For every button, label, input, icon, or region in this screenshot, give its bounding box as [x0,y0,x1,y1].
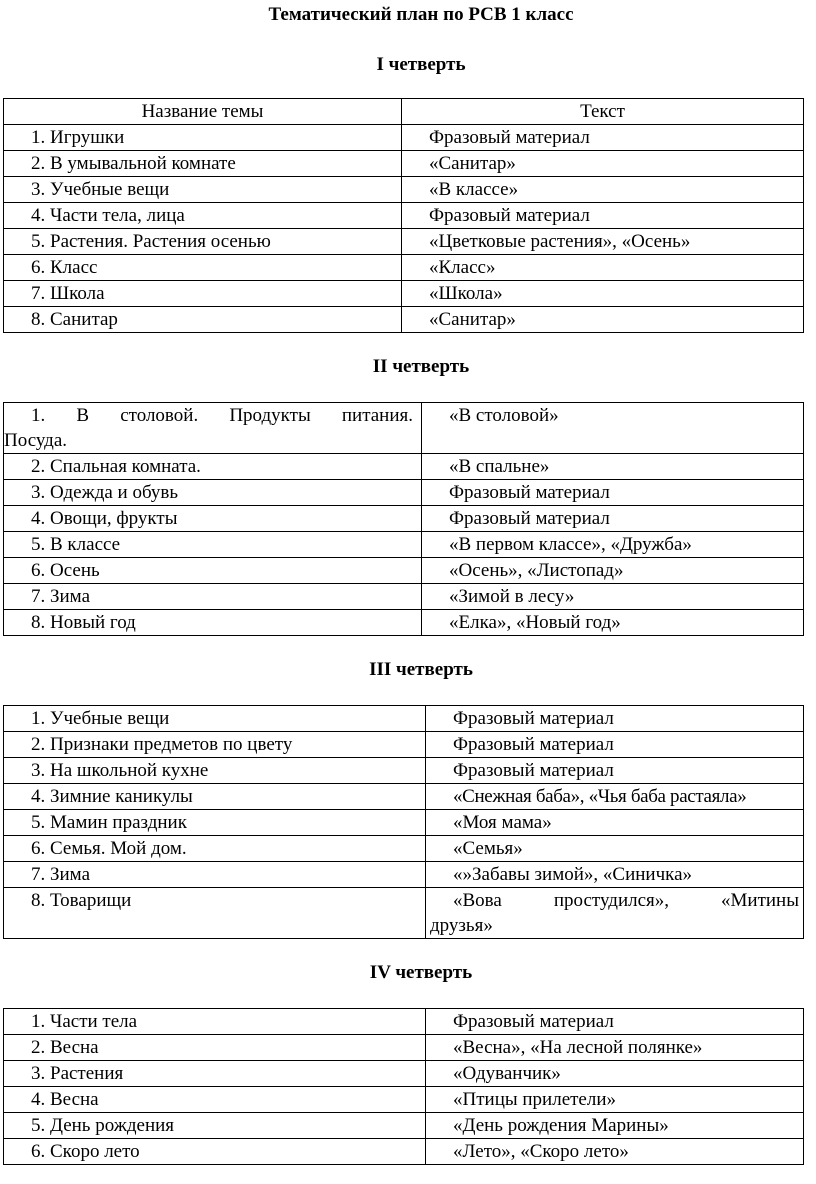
text-cell: «Лето», «Скоро лето» [426,1139,804,1165]
topic-cell: 3. На школьной кухне [4,758,426,784]
text-cell: «Весна», «На лесной полянке» [426,1035,804,1061]
table-row [4,610,804,636]
table-row [4,1087,804,1113]
text-cell: «Птицы прилетели» [426,1087,804,1113]
topic-cell: 4. Зимние каникулы [4,784,426,810]
text-cell: Фразовый материал [422,480,804,506]
table-row [4,403,804,454]
quarter-4-heading: IV четверть [369,962,473,983]
table-row [4,584,804,610]
table-row [4,203,804,229]
topic-cell: 2. Признаки предметов по цвету [4,732,426,758]
topic-cell: 5. Мамин праздник [4,810,426,836]
topic-cell: 8. Товарищи [4,888,426,939]
text-cell: «Санитар» [402,151,804,177]
table-row [4,784,804,810]
topic-cell: 6. Осень [4,558,422,584]
topic-cell: 5. День рождения [4,1113,426,1139]
table-row [4,1009,804,1035]
text-cell: Фразовый материал [426,706,804,732]
table-row [4,454,804,480]
text-cell: «Елка», «Новый год» [422,610,804,636]
text-cell: Фразовый материал [422,506,804,532]
topic-cell: 1. Части тела [4,1009,426,1035]
text-cell: «Осень», «Листопад» [422,558,804,584]
text-cell: «»Забавы зимой», «Синичка» [426,862,804,888]
table-row [4,532,804,558]
text-cell: «В классе» [402,177,804,203]
table-row [4,862,804,888]
text-cell: «В столовой» [422,403,804,454]
topic-cell [4,403,422,454]
topic-cell: 5. Растения. Растения осенью [4,229,402,255]
topic-cell: 3. Одежда и обувь [4,480,422,506]
topic-cell: 8. Санитар [4,307,402,333]
topic-cell: 2. Спальная комната. [4,454,422,480]
topic-cell: 6. Класс [4,255,402,281]
topic-cell: 2. Весна [4,1035,426,1061]
document-title: Тематический план по РСВ 1 класс [268,4,574,25]
quarter-1-heading: I четверть [376,54,466,75]
text-cell: Фразовый материал [426,1009,804,1035]
text-cell: «Семья» [426,836,804,862]
text-cell: Фразовый материал [402,125,804,151]
table-row [4,758,804,784]
topic-cell: 3. Растения [4,1061,426,1087]
text-cell: «Снежная баба», «Чья баба растаяла» [426,784,804,810]
topic-cell: 2. В умывальной комнате [4,151,402,177]
text-cell: «В первом классе», «Дружба» [422,532,804,558]
table-row [4,281,804,307]
text-cell: Фразовый материал [426,732,804,758]
table-row [4,888,804,939]
quarter-1-table [3,98,804,333]
table-row [4,229,804,255]
text-cell: «Школа» [402,281,804,307]
quarter-2-table [3,402,804,636]
text-cell [426,888,804,939]
table-row [4,706,804,732]
quarter-4-table [3,1008,804,1165]
text-cell: Фразовый материал [426,758,804,784]
table-row [4,1061,804,1087]
table-row [4,558,804,584]
quarter-3-table [3,705,804,939]
topic-cell: 6. Семья. Мой дом. [4,836,426,862]
table-row [4,177,804,203]
table-row [4,1139,804,1165]
text-line-2: друзья» [430,915,493,936]
table-row [4,1113,804,1139]
table-row [4,1035,804,1061]
text-cell: «Цветковые растения», «Осень» [402,229,804,255]
topic-cell: 5. В классе [4,532,422,558]
text-line-1: «Вова простудился», «Митины [453,890,799,911]
header-topic: Название темы [4,99,402,125]
quarter-2-heading: II четверть [372,356,470,377]
topic-cell: 1. Игрушки [4,125,402,151]
table-row [4,836,804,862]
text-cell: «Моя мама» [426,810,804,836]
table-row [4,255,804,281]
quarter-3-heading: III четверть [369,659,473,680]
table-row [4,732,804,758]
table-row [4,125,804,151]
table-header-row [4,99,804,125]
table-row [4,506,804,532]
topic-cell: 6. Скоро лето [4,1139,426,1165]
topic-cell: 7. Школа [4,281,402,307]
table-row [4,151,804,177]
topic-cell: 4. Овощи, фрукты [4,506,422,532]
topic-cell: 7. Зима [4,862,426,888]
text-cell: «Класс» [402,255,804,281]
topic-cell: 3. Учебные вещи [4,177,402,203]
topic-line-1: 1. В столовой. Продукты питания. [31,405,413,426]
table-row [4,810,804,836]
table-row [4,480,804,506]
text-cell: Фразовый материал [402,203,804,229]
topic-line-2: Посуда. [4,430,68,451]
table-row [4,307,804,333]
header-text: Текст [402,99,804,125]
topic-cell: 4. Части тела, лица [4,203,402,229]
text-cell: «Санитар» [402,307,804,333]
topic-cell: 4. Весна [4,1087,426,1113]
text-cell: «Одуванчик» [426,1061,804,1087]
topic-cell: 7. Зима [4,584,422,610]
text-cell: «День рождения Марины» [426,1113,804,1139]
topic-cell: 1. Учебные вещи [4,706,426,732]
text-cell: «Зимой в лесу» [422,584,804,610]
text-cell: «В спальне» [422,454,804,480]
topic-cell: 8. Новый год [4,610,422,636]
